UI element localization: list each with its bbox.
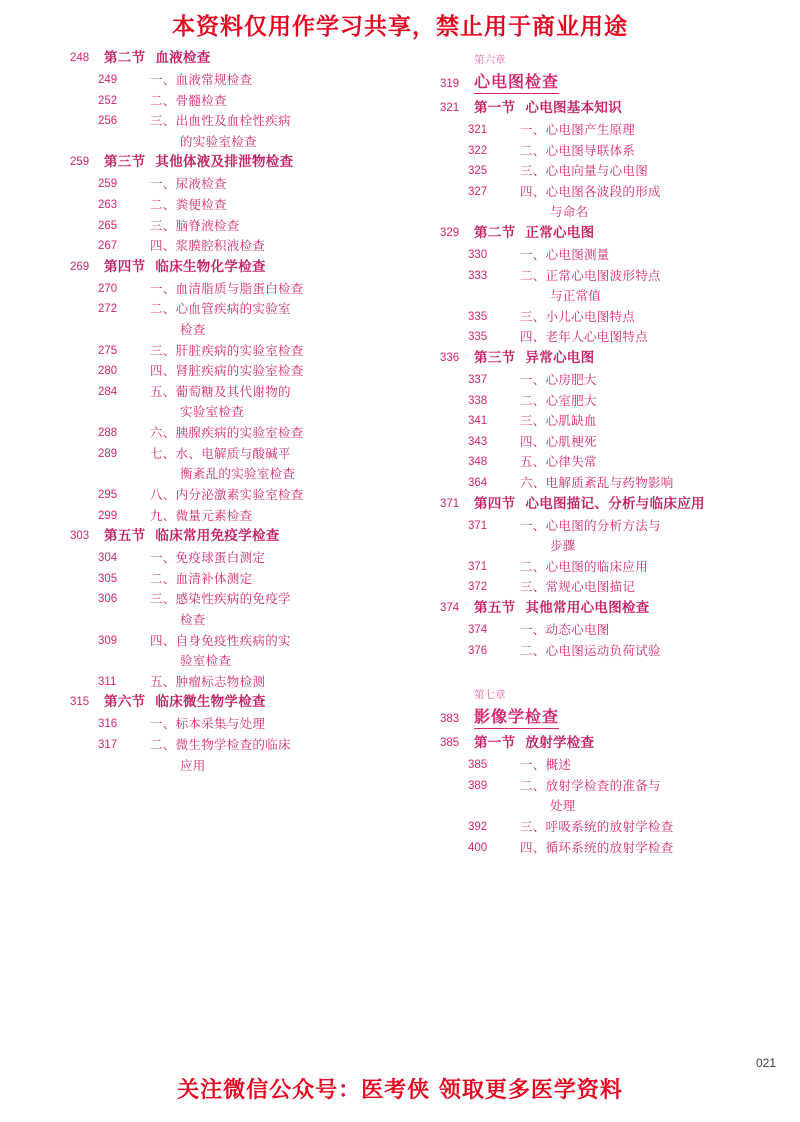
entry-page-number: 263 (98, 198, 118, 211)
section-title: 正常心电图 (525, 225, 595, 241)
toc-chapter[interactable] (440, 52, 784, 94)
entry-label: 一、动态心电图 (520, 621, 610, 637)
toc-entry[interactable] (70, 72, 384, 88)
chapter-tag: 第七章 (474, 689, 506, 702)
entry-label (104, 50, 211, 67)
chapter-tag: 第六章 (474, 54, 506, 66)
toc-entry[interactable] (70, 343, 384, 359)
toc-entry-continuation (70, 134, 384, 150)
entry-page-number (98, 134, 132, 135)
entry-page-number: 372 (468, 581, 488, 594)
entry-page-number: 280 (98, 365, 118, 378)
entry-page-number: 267 (98, 240, 118, 253)
toc-section[interactable] (70, 154, 384, 171)
toc-entry[interactable] (440, 163, 784, 179)
entry-page-number (468, 288, 502, 289)
toc-entry[interactable] (440, 184, 784, 200)
entry-label: 四、心电图各波段的形成 (520, 183, 661, 199)
entry-page-number (468, 204, 502, 205)
toc-entry[interactable] (440, 122, 784, 138)
section-number: 第四节 (104, 258, 146, 275)
toc-entry-continuation (70, 404, 384, 420)
entry-page-number: 256 (98, 115, 118, 128)
section-number: 第一节 (474, 100, 516, 116)
entry-label: 三、肝脏疾病的实验室检查 (150, 342, 304, 358)
entry-label: 二、心血管疾病的实验室 (150, 301, 291, 317)
entry-page-number: 385 (440, 737, 460, 750)
entry-page-number: 289 (98, 447, 118, 460)
entry-label: 二、正常心电图波形特点 (520, 267, 661, 283)
entry-page-number: 317 (98, 738, 118, 751)
entry-page-number: 341 (468, 415, 488, 428)
section-title: 血液检查 (155, 50, 211, 66)
entry-label: 一、心电图测量 (520, 246, 610, 262)
entry-page-number (98, 612, 132, 613)
entry-label: 与命名 (550, 204, 589, 220)
toc-entry-continuation (440, 538, 784, 554)
entry-label (474, 100, 622, 117)
toc-entry-continuation (70, 612, 384, 628)
toc-column-left (0, 50, 400, 860)
page-number: 021 (755, 1056, 776, 1070)
entry-label: 二、心电图运动负荷试验 (520, 642, 661, 658)
entry-page-number: 259 (98, 178, 118, 191)
entry-label: 检查 (180, 321, 206, 337)
entry-label: 三、呼吸系统的放射学检查 (520, 818, 674, 834)
toc-entry-continuation (70, 322, 384, 338)
entry-page-number: 270 (98, 282, 118, 295)
entry-label: 五、心律失常 (520, 454, 597, 470)
bottom-banner: 关注微信公众号：医考侠 领取更多医学资料 (177, 1078, 623, 1103)
entry-page-number: 374 (468, 623, 488, 636)
entry-page-number (98, 404, 132, 405)
toc-entry[interactable] (440, 475, 784, 491)
entry-label: 一、心电图的分析方法与 (520, 517, 661, 533)
entry-label: 三、心电向量与心电图 (520, 163, 649, 179)
entry-page-number (98, 322, 132, 323)
chapter-page-number: 319 (440, 78, 460, 90)
toc-spacer (440, 663, 784, 685)
entry-label: 五、肿瘤标志物检测 (150, 673, 266, 689)
entry-label: 五、葡萄糖及其代谢物的 (150, 383, 291, 399)
toc-entry[interactable] (70, 737, 384, 753)
section-title: 放射学检查 (525, 735, 595, 752)
entry-label: 检查 (180, 611, 206, 627)
section-number: 第一节 (474, 735, 516, 752)
entry-label: 三、出血性及血栓性疾病 (150, 113, 291, 129)
entry-label: 六、电解质紊乱与药物影响 (520, 475, 674, 490)
section-number: 第三节 (104, 154, 146, 171)
entry-label: 七、水、电解质与酸碱平 (150, 445, 291, 461)
section-title: 其他常用心电图检查 (525, 600, 650, 616)
toc-entry[interactable] (440, 622, 784, 638)
entry-page-number: 400 (468, 841, 488, 854)
toc-section[interactable] (440, 350, 784, 367)
entry-label (104, 528, 280, 545)
toc-entry[interactable] (70, 238, 384, 254)
entry-page-number: 248 (70, 52, 90, 64)
toc-entry[interactable] (440, 643, 784, 659)
entry-label: 三、脑脊液检查 (150, 217, 240, 233)
entry-page-number: 338 (468, 394, 488, 407)
chapter-line (440, 704, 784, 729)
toc-entry[interactable] (70, 197, 384, 213)
entry-page-number: 309 (98, 634, 118, 647)
toc-entry[interactable] (70, 591, 384, 607)
entry-page-number: 333 (468, 269, 488, 282)
entry-page-number: 249 (98, 73, 118, 86)
toc-section[interactable] (440, 496, 784, 513)
chapter-title[interactable]: 影像学检查 (474, 704, 559, 729)
entry-page-number: 299 (98, 509, 118, 522)
entry-page-number: 275 (98, 344, 118, 357)
toc-section[interactable] (440, 735, 784, 752)
section-number: 第五节 (474, 600, 516, 616)
toc-entry[interactable] (440, 819, 784, 835)
entry-label: 三、感染性疾病的免疫学 (150, 591, 291, 607)
entry-page-number: 295 (98, 488, 118, 501)
section-title: 心电图基本知识 (525, 100, 623, 116)
entry-label: 三、小儿心电图特点 (520, 308, 636, 324)
chapter-page-number: 383 (440, 713, 460, 726)
entry-label: 八、内分泌激素实验室检查 (150, 486, 304, 502)
entry-label: 验室检查 (180, 653, 232, 669)
entry-page-number (98, 466, 132, 467)
entry-label: 六、胰腺疾病的实验室检查 (150, 425, 304, 440)
toc-entry-continuation (440, 204, 784, 220)
entry-page-number: 371 (440, 497, 460, 510)
entry-label: 二、微生物学检查的临床 (150, 736, 291, 752)
entry-page-number: 392 (468, 820, 488, 833)
entry-label: 一、概述 (520, 757, 572, 772)
toc-entry[interactable] (70, 674, 384, 690)
toc-entry[interactable] (70, 218, 384, 234)
entry-page-number: 321 (440, 102, 460, 114)
toc-entry[interactable] (70, 633, 384, 649)
entry-page-number: 371 (468, 519, 488, 532)
toc-entry[interactable] (70, 384, 384, 400)
entry-page-number: 335 (468, 310, 488, 323)
toc-column-right (400, 50, 800, 860)
entry-label (474, 735, 594, 752)
entry-page-number: 335 (468, 331, 488, 344)
entry-page-number: 305 (98, 572, 118, 585)
toc-entry[interactable] (440, 840, 784, 856)
toc-entry[interactable] (70, 550, 384, 566)
entry-page-number: 321 (468, 123, 488, 136)
entry-page-number (98, 758, 132, 759)
entry-label: 处理 (550, 798, 576, 814)
entry-label (474, 225, 594, 242)
entry-page-number: 336 (440, 352, 460, 364)
toc-entry[interactable] (70, 93, 384, 109)
entry-page-number (468, 798, 502, 799)
entry-page-number: 272 (98, 303, 118, 316)
entry-label: 与正常值 (550, 288, 602, 304)
entry-label: 二、心电图导联体系 (520, 142, 636, 158)
entry-label: 二、血清补体测定 (150, 570, 253, 586)
toc-entry[interactable] (70, 301, 384, 317)
entry-label: 四、老年人心电图特点 (520, 329, 649, 345)
entry-page-number: 316 (98, 718, 118, 731)
entry-label: 一、心房肥大 (520, 371, 597, 387)
entry-page-number: 315 (70, 696, 90, 709)
section-number: 第三节 (474, 350, 516, 366)
toc-entry[interactable] (440, 454, 784, 470)
entry-page-number: 343 (468, 435, 488, 448)
entry-label: 实验室检查 (180, 404, 245, 420)
toc-columns (0, 50, 800, 860)
entry-page-number (468, 538, 502, 539)
entry-label: 一、尿液检查 (150, 176, 227, 192)
section-number: 第二节 (104, 50, 146, 66)
entry-label: 三、常规心电图描记 (520, 579, 636, 595)
toc-chapter[interactable] (440, 687, 784, 729)
entry-label: 应用 (180, 757, 206, 773)
entry-label: 的实验室检查 (180, 133, 257, 149)
entry-label (104, 259, 266, 276)
top-banner: 本资料仅用作学习共享，禁止用于商业用途 (172, 14, 628, 40)
entry-page-number: 330 (468, 248, 488, 261)
entry-label: 四、浆膜腔积液检查 (150, 238, 266, 254)
toc-section[interactable] (440, 600, 784, 617)
toc-entry[interactable] (440, 434, 784, 450)
entry-label (104, 694, 266, 711)
entry-label: 二、心室肥大 (520, 392, 597, 408)
toc-entry[interactable] (440, 413, 784, 429)
entry-label: 四、循环系统的放射学检查 (520, 839, 674, 855)
entry-page-number: 348 (468, 456, 488, 469)
toc-entry[interactable] (440, 309, 784, 325)
toc-entry-continuation (440, 798, 784, 814)
entry-label: 四、肾脏疾病的实验室检查 (150, 363, 304, 379)
toc-entry[interactable] (440, 143, 784, 159)
entry-page-number: 337 (468, 373, 488, 386)
entry-page-number (98, 653, 132, 654)
section-number: 第六节 (104, 694, 146, 711)
toc-entry[interactable] (440, 372, 784, 388)
toc-entry[interactable] (70, 508, 384, 524)
entry-page-number: 284 (98, 385, 118, 398)
entry-label: 一、心电图产生原理 (520, 121, 636, 137)
toc-entry[interactable] (70, 487, 384, 503)
toc-entry-continuation (70, 758, 384, 774)
toc-entry-continuation (70, 466, 384, 482)
entry-page-number: 311 (98, 675, 117, 688)
entry-label (474, 350, 594, 367)
toc-entry-continuation (440, 288, 784, 304)
entry-page-number: 259 (70, 156, 90, 169)
toc-entry[interactable] (440, 778, 784, 794)
entry-page-number: 322 (468, 144, 488, 157)
section-title: 临床常用免疫学检查 (155, 528, 280, 545)
entry-page-number: 265 (98, 219, 118, 232)
toc-entry[interactable] (70, 446, 384, 462)
section-title: 临床微生物学检查 (155, 694, 266, 711)
entry-page-number: 329 (440, 227, 460, 239)
entry-page-number: 364 (468, 477, 488, 489)
toc-entry[interactable] (70, 425, 384, 441)
section-title: 心电图描记、分析与临床应用 (525, 495, 705, 512)
entry-page-number: 252 (98, 94, 118, 107)
entry-label: 四、心肌梗死 (520, 433, 597, 449)
entry-label: 一、标本采集与处理 (150, 716, 266, 732)
toc-entry[interactable] (70, 571, 384, 587)
entry-page-number: 304 (98, 552, 118, 564)
toc-entry[interactable] (440, 393, 784, 409)
section-title: 其他体液及排泄物检查 (155, 154, 294, 171)
toc-entry[interactable] (440, 757, 784, 773)
entry-label (104, 154, 293, 171)
toc-entry[interactable] (440, 268, 784, 284)
entry-label: 二、粪便检查 (150, 196, 227, 212)
entry-page-number: 376 (468, 644, 488, 657)
toc-entry[interactable] (70, 281, 384, 297)
entry-label: 衡紊乱的实验室检查 (180, 466, 296, 482)
toc-entry[interactable] (70, 113, 384, 129)
toc-entry-continuation (70, 653, 384, 669)
toc-entry[interactable] (70, 363, 384, 379)
entry-label: 一、血清脂质与脂蛋白检查 (150, 280, 304, 296)
toc-section[interactable] (70, 259, 384, 276)
entry-page-number: 371 (468, 560, 488, 573)
toc-section[interactable] (70, 50, 384, 67)
entry-label: 一、免疫球蛋白测定 (150, 550, 266, 565)
entry-page-number: 269 (70, 260, 90, 273)
toc-entry[interactable] (440, 247, 784, 263)
entry-page-number: 288 (98, 427, 118, 439)
section-number: 第四节 (474, 495, 516, 512)
toc-entry[interactable] (440, 559, 784, 575)
toc-entry[interactable] (70, 716, 384, 732)
entry-label (474, 600, 650, 617)
entry-page-number: 327 (468, 185, 488, 198)
toc-entry[interactable] (440, 518, 784, 534)
toc-section[interactable] (70, 694, 384, 711)
chapter-line (440, 69, 784, 94)
section-number: 第五节 (104, 528, 146, 545)
toc-section[interactable] (70, 528, 384, 545)
entry-label: 四、自身免疫性疾病的实 (150, 632, 291, 648)
chapter-title[interactable]: 心电图检查 (474, 69, 559, 94)
entry-page-number: 306 (98, 593, 118, 606)
entry-page-number: 385 (468, 759, 488, 771)
toc-entry[interactable] (440, 329, 784, 345)
toc-entry[interactable] (70, 176, 384, 192)
entry-page-number: 374 (440, 602, 460, 614)
entry-label: 三、心肌缺血 (520, 413, 597, 429)
entry-label (474, 496, 705, 513)
entry-label: 一、血液常规检查 (150, 71, 253, 87)
toc-section[interactable] (440, 100, 784, 117)
section-title: 临床生物化学检查 (155, 258, 266, 275)
entry-page-number: 325 (468, 165, 488, 178)
entry-label: 步骤 (550, 538, 576, 554)
entry-label: 二、骨髓检查 (150, 92, 227, 108)
toc-section[interactable] (440, 225, 784, 242)
toc-entry[interactable] (440, 579, 784, 595)
entry-page-number: 303 (70, 530, 90, 543)
section-number: 第二节 (474, 225, 516, 241)
entry-page-number: 389 (468, 779, 488, 792)
entry-label: 九、微量元素检查 (150, 507, 253, 523)
section-title: 异常心电图 (525, 350, 595, 366)
entry-label: 二、心电图的临床应用 (520, 558, 649, 574)
entry-label: 二、放射学检查的准备与 (520, 777, 661, 793)
